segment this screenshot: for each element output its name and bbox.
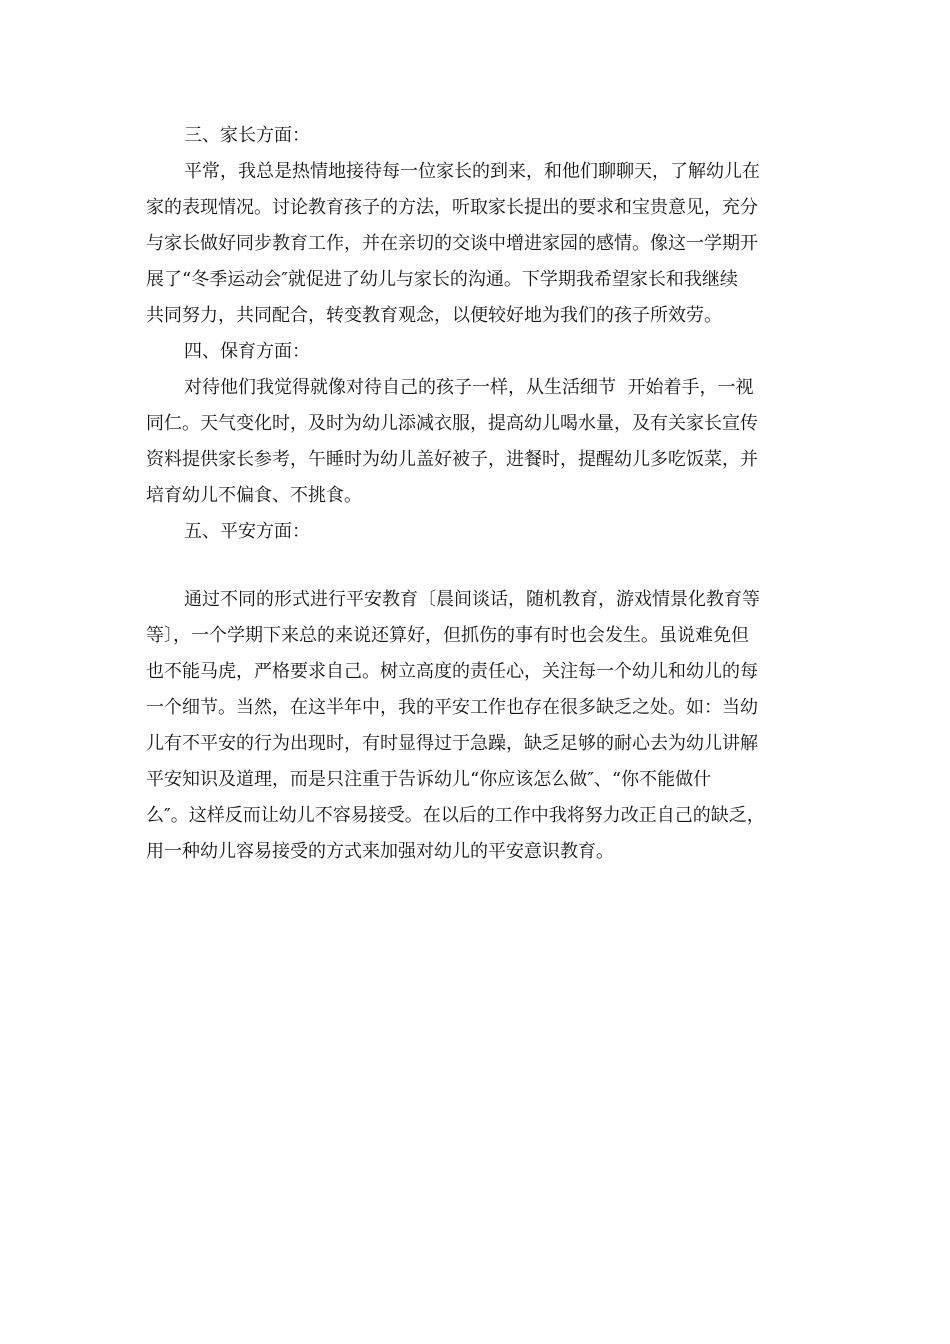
paragraph-line: 么″。这样反而让幼儿不容易接受。在以后的工作中我将努力改正自己的缺乏， [146,805,765,826]
paragraph-line: 展了“冬季运动会″就促进了幼儿与家长的沟通。下学期我希望家长和我继续 [146,269,738,290]
paragraph-line: 平常，我总是热情地接待每一位家长的到来，和他们聊聊天，了解幼儿在 [184,161,760,182]
document-body [146,118,806,870]
paragraph-line: 通过不同的形式进行平安教育〔晨间谈话，随机教育，游戏情景化教育等 [184,589,760,610]
paragraph-line: 同仁。天气变化时，及时为幼儿添减衣服，提高幼儿喝水量，及有关家长宣传 [146,413,758,434]
paragraph-line: 培育幼儿不偏食、不挑食。 [146,485,362,506]
paragraph-line: 资料提供家长参考，午睡时为幼儿盖好被子，进餐时，提醒幼儿多吃饭菜，并 [146,449,758,470]
paragraph-line: 对待他们我觉得就像对待自己的孩子一样，从生活细节 开始着手，一视 [184,377,754,398]
paragraph-line: 平安知识及道理，而是只注重于告诉幼儿“你应该怎么做″、“你不能做什 [146,769,712,790]
paragraph-line: 一个细节。当然，在这半年中，我的平安工作也存在很多缺乏之处。如：当幼 [146,697,758,718]
paragraph-line: 也不能马虎，严格要求自己。树立高度的责任心，关注每一个幼儿和幼儿的每 [146,661,758,682]
paragraph-line: 用一种幼儿容易接受的方式来加强对幼儿的平安意识教育。 [146,841,614,862]
paragraph-spacer [146,550,806,582]
paragraph-line: 儿有不平安的行为出现时，有时显得过于急躁，缺乏足够的耐心去为幼儿讲解 [146,733,758,754]
section-heading-parents: 三、家长方面： [184,125,310,146]
paragraph-line: 家的表现情况。讨论教育孩子的方法，听取家长提出的要求和宝贵意见，充分 [146,197,758,218]
paragraph-line: 共同努力，共同配合，转变教育观念，以便较好地为我们的孩子所效劳。 [146,305,722,326]
section-heading-safety: 五、平安方面： [184,521,310,542]
paragraph-line: 与家长做好同步教育工作，并在亲切的交谈中增进家园的感情。像这一学期开 [146,233,758,254]
paragraph-line: 等〕，一个学期下来总的来说还算好，但抓伤的事有时也会发生。虽说难免但 [146,625,749,646]
section-heading-childcare: 四、保育方面： [184,341,310,362]
